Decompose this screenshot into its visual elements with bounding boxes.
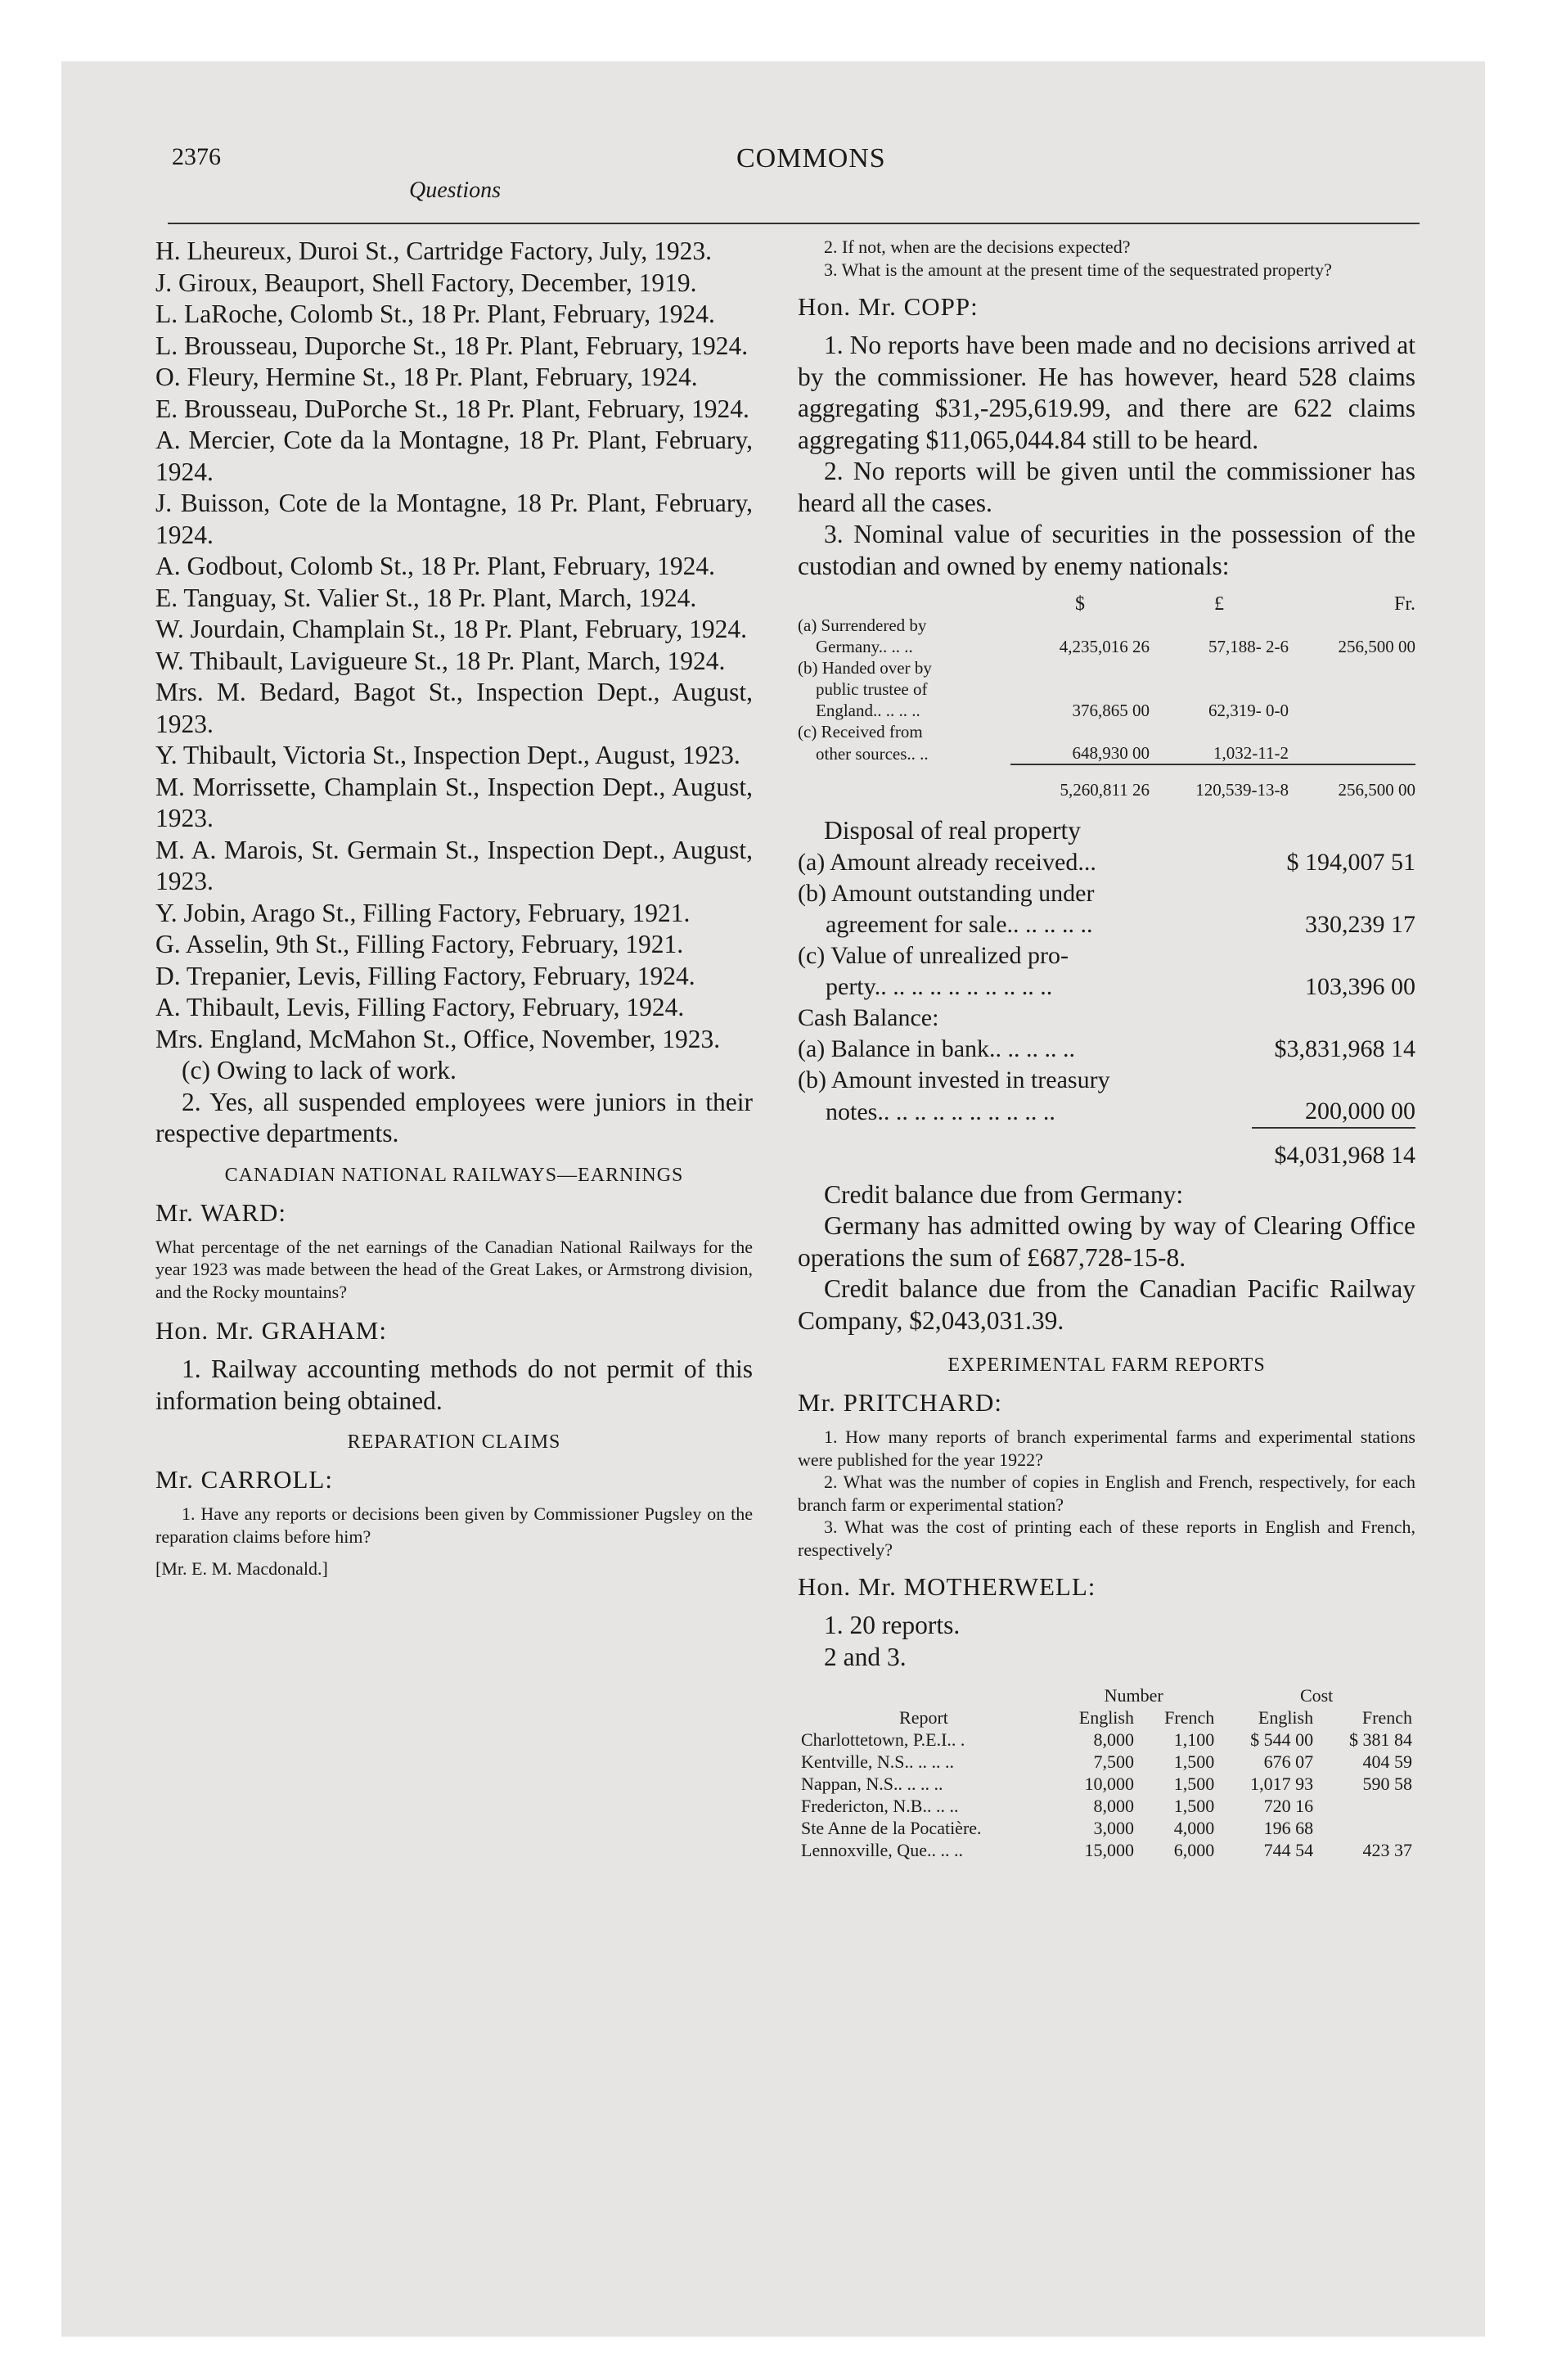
farm-row [798, 1773, 1415, 1795]
disposal-label: (b) Amount outstanding under [798, 879, 1095, 907]
disposal-value: 330,239 17 [1305, 910, 1415, 938]
col-dollars: $ [1075, 593, 1085, 615]
disposal-label: agreement for sale.. .. .. .. .. [826, 910, 1093, 938]
farm-answer-23: 2 and 3. [824, 1642, 907, 1671]
employee-entry: Mrs. M. Bedard, Bagot St., Inspection Dept., August, 1923. [155, 678, 753, 738]
disposal-label: Cash Balance: [798, 1003, 939, 1031]
employee-entry: D. Trepanier, Levis, Filling Factory, February, 1924. [155, 961, 695, 990]
employee-entry: W. Jourdain, Champlain St., 18 Pr. Plant, February, 1924. [155, 615, 748, 643]
farm-cell-cost-en: 744 54 [1263, 1840, 1314, 1860]
disposal-row [798, 909, 1415, 940]
farm-cell-num-en: 10,000 [1084, 1774, 1134, 1794]
cnr-question: What percentage of the net earnings of the Canadian National Railways for the year 1923 was made between the head of the Great Lakes, or Armstrong division, and the Rocky mountains? [155, 1236, 753, 1302]
farm-cell-cost-fr [1316, 1817, 1415, 1839]
sec-row-b-pounds: 62,319- 0-0 [1208, 701, 1289, 720]
sec-row-b-label1b: public trustee of [816, 679, 928, 699]
sec-row-b-dollars: 376,865 00 [1072, 701, 1150, 720]
section-label: Questions [409, 178, 501, 203]
disposal-row [798, 1096, 1415, 1128]
question-3: 3. What is the amount at the present time of the sequestrated property? [824, 259, 1332, 280]
farm-col-cost-french: French [1361, 1707, 1412, 1728]
employee-entry: J. Buisson, Cote de la Montagne, 18 Pr. Plant, February, 1924. [155, 489, 753, 549]
farm-cell-report: Fredericton, N.B.. .. .. [801, 1796, 959, 1816]
farm-col-number-french: French [1164, 1707, 1215, 1728]
answer-c: (c) Owing to lack of work. [182, 1056, 457, 1084]
cnr-reply-speaker: Hon. Mr. GRAHAM: [155, 1316, 387, 1345]
credit-germany-head: Credit balance due from Germany: [824, 1179, 1184, 1209]
col-pounds: £ [1214, 593, 1224, 615]
farm-cell-cost-en: $ 544 00 [1250, 1729, 1314, 1750]
disposal-table [798, 847, 1415, 1171]
cnr-heading: CANADIAN NATIONAL RAILWAYS—EARNINGS [224, 1164, 684, 1186]
answer-1: 1. No reports have been made and no decisions arrived at by the commissioner. He has however, heard 528 claims aggregating $31,-295,619.99, and there are 622 claims aggregating $11,065,044.84 still to be heard. [798, 331, 1415, 454]
farm-group-number: Number [1104, 1685, 1163, 1706]
disposal-row [798, 940, 1415, 971]
farm-row [798, 1751, 1415, 1773]
disposal-value: $ 194,007 51 [1286, 848, 1415, 876]
reparation-heading: REPARATION CLAIMS [347, 1431, 561, 1453]
sec-total-dollars: 5,260,811 26 [1060, 780, 1150, 800]
cnr-answer: 1. Railway accounting methods do not permit of this information being obtained. [155, 1355, 753, 1415]
farm-cell-num-en: 8,000 [1093, 1796, 1134, 1816]
farm-heading: EXPERIMENTAL FARM REPORTS [947, 1355, 1266, 1376]
employee-entry: Y. Thibault, Victoria St., Inspection Dept., August, 1923. [155, 741, 740, 769]
cnr-speaker: Mr. WARD: [155, 1197, 287, 1227]
disposal-label: (a) Amount already received... [798, 848, 1096, 876]
farm-col-cost-english: English [1258, 1707, 1314, 1728]
farm-table [798, 1684, 1415, 1861]
farm-speaker: Mr. PRITCHARD: [798, 1388, 1002, 1417]
disposal-row [798, 1065, 1415, 1096]
farm-cell-num-fr: 1,500 [1173, 1796, 1215, 1816]
col-francs: Fr. [1393, 593, 1415, 615]
farm-col-number-english: English [1078, 1707, 1134, 1728]
page-header [106, 143, 1415, 209]
farm-cell-num-en: 3,000 [1093, 1818, 1134, 1838]
farm-cell-report: Lennoxville, Que.. .. .. [801, 1840, 963, 1860]
sec-row-c-dollars: 648,930 00 [1072, 743, 1150, 763]
farm-cell-cost-en: 720 16 [1263, 1796, 1314, 1816]
farm-cell-num-en: 7,500 [1093, 1751, 1134, 1772]
reparation-attribution: [Mr. E. M. Macdonald.] [155, 1558, 328, 1579]
disposal-row [798, 1003, 1415, 1034]
answer-2-right: 2. No reports will be given until the commissioner has heard all the cases. [798, 457, 1415, 517]
disposal-label: (b) Amount invested in treasury [798, 1066, 1110, 1093]
disposal-label: (c) Value of unrealized pro- [798, 941, 1069, 969]
employee-entry: M. A. Marois, St. Germain St., Inspection Dept., August, 1923. [155, 835, 753, 895]
disposal-value: 103,396 00 [1305, 972, 1415, 1000]
disposal-value [1252, 940, 1415, 971]
sec-row-b-label1: (b) Handed over by [798, 658, 932, 678]
farm-cell-report: Nappan, N.S.. .. .. .. [801, 1774, 943, 1794]
disposal-row [798, 878, 1415, 909]
employee-entry: H. Lheureux, Duroi St., Cartridge Factory, July, 1923. [155, 237, 713, 265]
answer-3: 3. Nominal value of securities in the possession of the custodian and owned by enemy nationals: [798, 520, 1415, 580]
farm-answer-1: 1. 20 reports. [824, 1611, 961, 1639]
header-rule [168, 223, 1420, 224]
disposal-value: $3,831,968 14 [1274, 1034, 1415, 1062]
credit-cpr-text: Credit balance due from the Canadian Pacific Railway Company, $2,043,031.39. [798, 1274, 1415, 1335]
employee-entry: A. Godbout, Colomb St., 18 Pr. Plant, February, 1924. [155, 552, 715, 580]
right-column [798, 236, 1415, 1861]
employee-entry: Y. Jobin, Arago St., Filling Factory, February, 1921. [155, 898, 691, 927]
disposal-label: perty.. .. .. .. .. .. .. .. .. .. [826, 972, 1053, 1000]
sec-total-francs: 256,500 00 [1338, 780, 1415, 800]
employee-entry: L. LaRoche, Colomb St., 18 Pr. Plant, February, 1924. [155, 300, 715, 328]
farm-cell-report: Charlottetown, P.E.I.. . [801, 1729, 965, 1750]
farm-cell-report: Kentville, N.S.. .. .. .. [801, 1751, 954, 1772]
farm-question-2: 2. What was the number of copies in English and French, respectively, for each branch farm or experimental station? [798, 1472, 1415, 1515]
disposal-heading: Disposal of real property [824, 816, 1082, 845]
farm-cell-cost-fr: 404 59 [1362, 1751, 1412, 1772]
copp-speaker: Hon. Mr. COPP: [798, 292, 979, 321]
farm-cell-num-fr: 1,100 [1173, 1729, 1215, 1750]
sec-row-b-label2: England.. .. .. .. [816, 701, 920, 720]
farm-cell-num-fr: 4,000 [1173, 1818, 1215, 1838]
farm-question-1: 1. How many reports of branch experimental farms and experimental stations were published for the year 1922? [798, 1427, 1415, 1470]
farm-cell-cost-en: 1,017 93 [1250, 1774, 1314, 1794]
disposal-row [798, 847, 1415, 878]
farm-row [798, 1839, 1415, 1861]
farm-cell-num-en: 15,000 [1084, 1840, 1134, 1860]
farm-cell-num-fr: 6,000 [1173, 1840, 1215, 1860]
sec-row-a-label1: (a) Surrendered by [798, 615, 927, 635]
disposal-row [798, 971, 1415, 1003]
farm-cell-cost-fr: 590 58 [1362, 1774, 1412, 1794]
employee-entry: Mrs. England, McMahon St., Office, November, 1923. [155, 1024, 721, 1053]
left-column [155, 236, 753, 1580]
farm-row [798, 1795, 1415, 1817]
sec-row-a-pounds: 57,188- 2-6 [1208, 637, 1289, 656]
farm-cell-cost-fr [1316, 1795, 1415, 1817]
employee-entry: O. Fleury, Hermine St., 18 Pr. Plant, February, 1924. [155, 363, 698, 391]
employee-entry: M. Morrissette, Champlain St., Inspection Dept., August, 1923. [155, 772, 753, 832]
answer-2: 2. Yes, all suspended employees were juniors in their respective departments. [155, 1087, 753, 1147]
page-number: 2376 [172, 143, 221, 170]
employee-entry: G. Asselin, 9th St., Filling Factory, February, 1921. [155, 930, 684, 958]
employee-entry: J. Giroux, Beauport, Shell Factory, December, 1919. [155, 268, 697, 297]
farm-row [798, 1817, 1415, 1839]
disposal-value [1252, 1003, 1415, 1034]
question-2: 2. If not, when are the decisions expected? [824, 237, 1131, 257]
employee-entry: E. Brousseau, DuPorche St., 18 Pr. Plant, February, 1924. [155, 394, 749, 423]
farm-cell-num-fr: 1,500 [1173, 1751, 1215, 1772]
sec-row-a-dollars: 4,235,016 26 [1059, 637, 1150, 656]
farm-row [798, 1729, 1415, 1751]
employee-list [155, 236, 753, 1055]
credit-germany-text: Germany has admitted owing by way of Clearing Office operations the sum of £687,728-15-8. [798, 1211, 1415, 1272]
securities-table [798, 593, 1415, 800]
reparation-question: 1. Have any reports or decisions been given by Commissioner Pugsley on the reparation claims before him? [155, 1503, 753, 1547]
farm-col-report: Report [899, 1707, 948, 1728]
disposal-value: 200,000 00 [1305, 1097, 1415, 1125]
farm-group-cost: Cost [1299, 1685, 1334, 1706]
disposal-value [1252, 1065, 1415, 1096]
employee-entry: A. Mercier, Cote da la Montagne, 18 Pr. Plant, February, 1924. [155, 426, 753, 486]
farm-cell-cost-en: 676 07 [1263, 1751, 1314, 1772]
farm-cell-cost-en: 196 68 [1263, 1818, 1314, 1838]
farm-reply-speaker: Hon. Mr. MOTHERWELL: [798, 1572, 1096, 1601]
farm-cell-num-en: 8,000 [1093, 1729, 1134, 1750]
sec-row-c-pounds: 1,032-11-2 [1213, 743, 1289, 763]
farm-cell-cost-fr: $ 381 84 [1349, 1729, 1412, 1750]
disposal-value [1252, 878, 1415, 909]
disposal-total: $4,031,968 14 [1274, 1141, 1415, 1169]
sec-row-a-francs: 256,500 00 [1338, 637, 1415, 656]
sec-total-pounds: 120,539-13-8 [1195, 780, 1289, 800]
sec-row-a-label2: Germany.. .. .. [816, 637, 913, 656]
employee-entry: L. Brousseau, Duporche St., 18 Pr. Plant, February, 1924. [155, 331, 749, 360]
farm-cell-cost-fr: 423 37 [1362, 1840, 1412, 1860]
employee-entry: E. Tanguay, St. Valier St., 18 Pr. Plant, March, 1924. [155, 583, 697, 612]
disposal-row [798, 1034, 1415, 1065]
employee-entry: A. Thibault, Levis, Filling Factory, February, 1924. [155, 993, 685, 1021]
disposal-label: (a) Balance in bank.. .. .. .. .. [798, 1034, 1076, 1062]
sec-row-c-label1: (c) Received from [798, 722, 923, 741]
reparation-speaker: Mr. CARROLL: [155, 1465, 333, 1494]
employee-entry: W. Thibault, Lavigueure St., 18 Pr. Plant, March, 1924. [155, 646, 726, 675]
farm-cell-report: Ste Anne de la Pocatière. [801, 1818, 982, 1838]
disposal-label: notes.. .. .. .. .. .. .. .. .. .. [826, 1098, 1055, 1125]
farm-cell-num-fr: 1,500 [1173, 1774, 1215, 1794]
running-head: COMMONS [736, 143, 886, 174]
sec-row-c-label2: other sources.. .. [816, 744, 929, 764]
farm-question-3: 3. What was the cost of printing each of these reports in English and French, respectively? [798, 1517, 1415, 1560]
